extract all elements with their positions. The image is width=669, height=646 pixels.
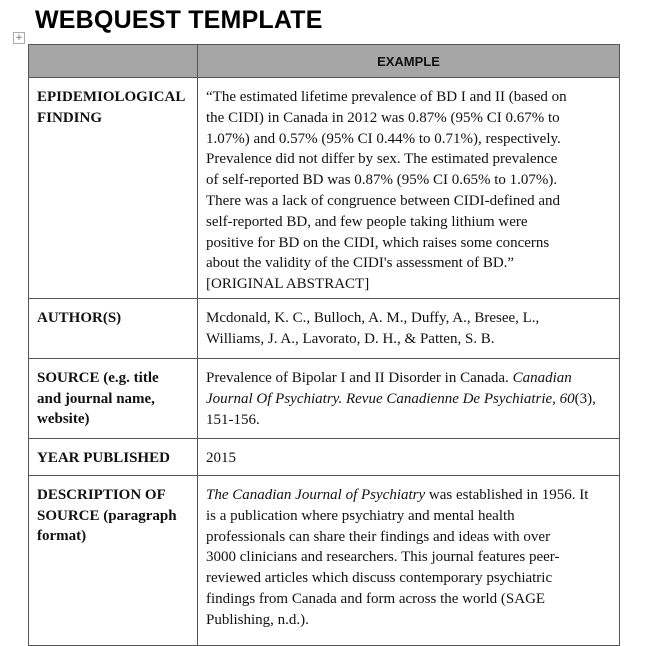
row-label-line: SOURCE (paragraph: [37, 507, 177, 524]
row-label: [29, 439, 198, 476]
text: professionals can share their findings and ideas with over: [206, 528, 551, 545]
value-line: [206, 448, 611, 469]
value-line: [206, 191, 611, 212]
value-line: [206, 547, 611, 568]
text: “The estimated lifetime prevalence of BD I and II (based on: [206, 89, 567, 105]
value-line: [206, 568, 611, 589]
row-value[interactable]: [198, 476, 620, 646]
text: of self-reported BD was 0.87% (95% CI 0.65% to 1.07%).: [206, 172, 558, 189]
row-label-line: EPIDEMIOLOGICAL: [37, 89, 186, 105]
value-line: [206, 589, 611, 610]
row-label-line: FINDING: [37, 109, 103, 126]
table-header-row: [29, 45, 620, 78]
row-label: [29, 78, 198, 299]
italic-text: Journal Of Psychiatry. Revue Canadienne De Psychiatrie, 60: [206, 390, 575, 407]
row-label-line: AUTHOR(S): [37, 310, 122, 326]
row-value[interactable]: [198, 78, 620, 299]
row-label-line: YEAR PUBLISHED: [37, 450, 170, 466]
value-line: [206, 368, 611, 389]
value-line: [206, 149, 611, 170]
text: was established in 1956. It: [425, 487, 589, 503]
row-label: [29, 359, 198, 439]
text: Prevalence of Bipolar I and II Disorder in Canada.: [206, 370, 513, 386]
text: the CIDI) in Canada in 2012 was 0.87% (95% CI 0.67% to: [206, 109, 560, 126]
value-line: [206, 610, 611, 631]
row-label-line: format): [37, 528, 87, 544]
webquest-table: [28, 44, 620, 646]
text: is a publication where psychiatry and mental health: [206, 507, 515, 524]
table-move-handle-icon[interactable]: +: [13, 32, 25, 44]
text: Publishing, n.d.).: [206, 611, 309, 628]
value-line: [206, 87, 611, 108]
value-line: [206, 527, 611, 548]
table-row: [29, 299, 620, 359]
text: self-reported BD, and few people taking lithium were: [206, 213, 528, 230]
table-row: [29, 359, 620, 439]
row-label: [29, 299, 198, 359]
table-row: [29, 476, 620, 646]
value-line: [206, 212, 611, 233]
table-row: [29, 439, 620, 476]
value-line: [206, 253, 611, 274]
row-value[interactable]: [198, 359, 620, 439]
text: 1.07%) and 0.57% (95% CI 0.44% to 0.71%), respectively.: [206, 130, 561, 147]
value-line: [206, 308, 611, 329]
italic-text: The Canadian Journal of Psychiatry: [206, 487, 426, 503]
row-label-line: SOURCE (e.g. title: [37, 370, 159, 386]
value-line: [206, 329, 611, 350]
header-example-column: EXAMPLE: [198, 45, 620, 78]
text: 2015: [206, 450, 236, 466]
row-label-line: website): [37, 411, 90, 427]
text: There was a lack of congruence between CIDI-defined and: [206, 192, 560, 209]
value-line: [206, 233, 611, 254]
value-line: [206, 129, 611, 150]
row-label: [29, 476, 198, 646]
text: Prevalence did not differ by sex. The estimated prevalence: [206, 151, 558, 168]
row-value[interactable]: [198, 439, 620, 476]
text: [ORIGINAL ABSTRACT]: [206, 276, 370, 293]
document-title: WEBQUEST TEMPLATE: [35, 6, 323, 34]
header-label-column: [29, 45, 198, 78]
text: findings from Canada and form across the world (SAGE: [206, 590, 546, 607]
value-line: [206, 410, 611, 431]
text: 3000 clinicians and researchers. This journal features peer-: [206, 549, 560, 566]
value-line: [206, 108, 611, 129]
value-line: [206, 274, 611, 295]
text: Mcdonald, K. C., Bulloch, A. M., Duffy, A., Bresee, L.,: [206, 310, 540, 326]
italic-text: Canadian: [512, 370, 572, 386]
text: about the validity of the CIDI's assessment of BD.”: [206, 255, 515, 272]
value-line: [206, 389, 611, 410]
text: Williams, J. A., Lavorato, D. H., & Patten, S. B.: [206, 330, 495, 347]
row-label-line: and journal name,: [37, 390, 155, 407]
text: reviewed articles which discuss contemporary psychiatric: [206, 570, 553, 587]
text: 151-156.: [206, 411, 260, 428]
text: positive for BD on the CIDI, which raises some concerns: [206, 234, 550, 251]
value-line: [206, 506, 611, 527]
text: (3),: [574, 390, 596, 407]
row-label-line: DESCRIPTION OF: [37, 487, 166, 503]
table-row: [29, 78, 620, 299]
row-value[interactable]: [198, 299, 620, 359]
value-line: [206, 485, 611, 506]
value-line: [206, 170, 611, 191]
